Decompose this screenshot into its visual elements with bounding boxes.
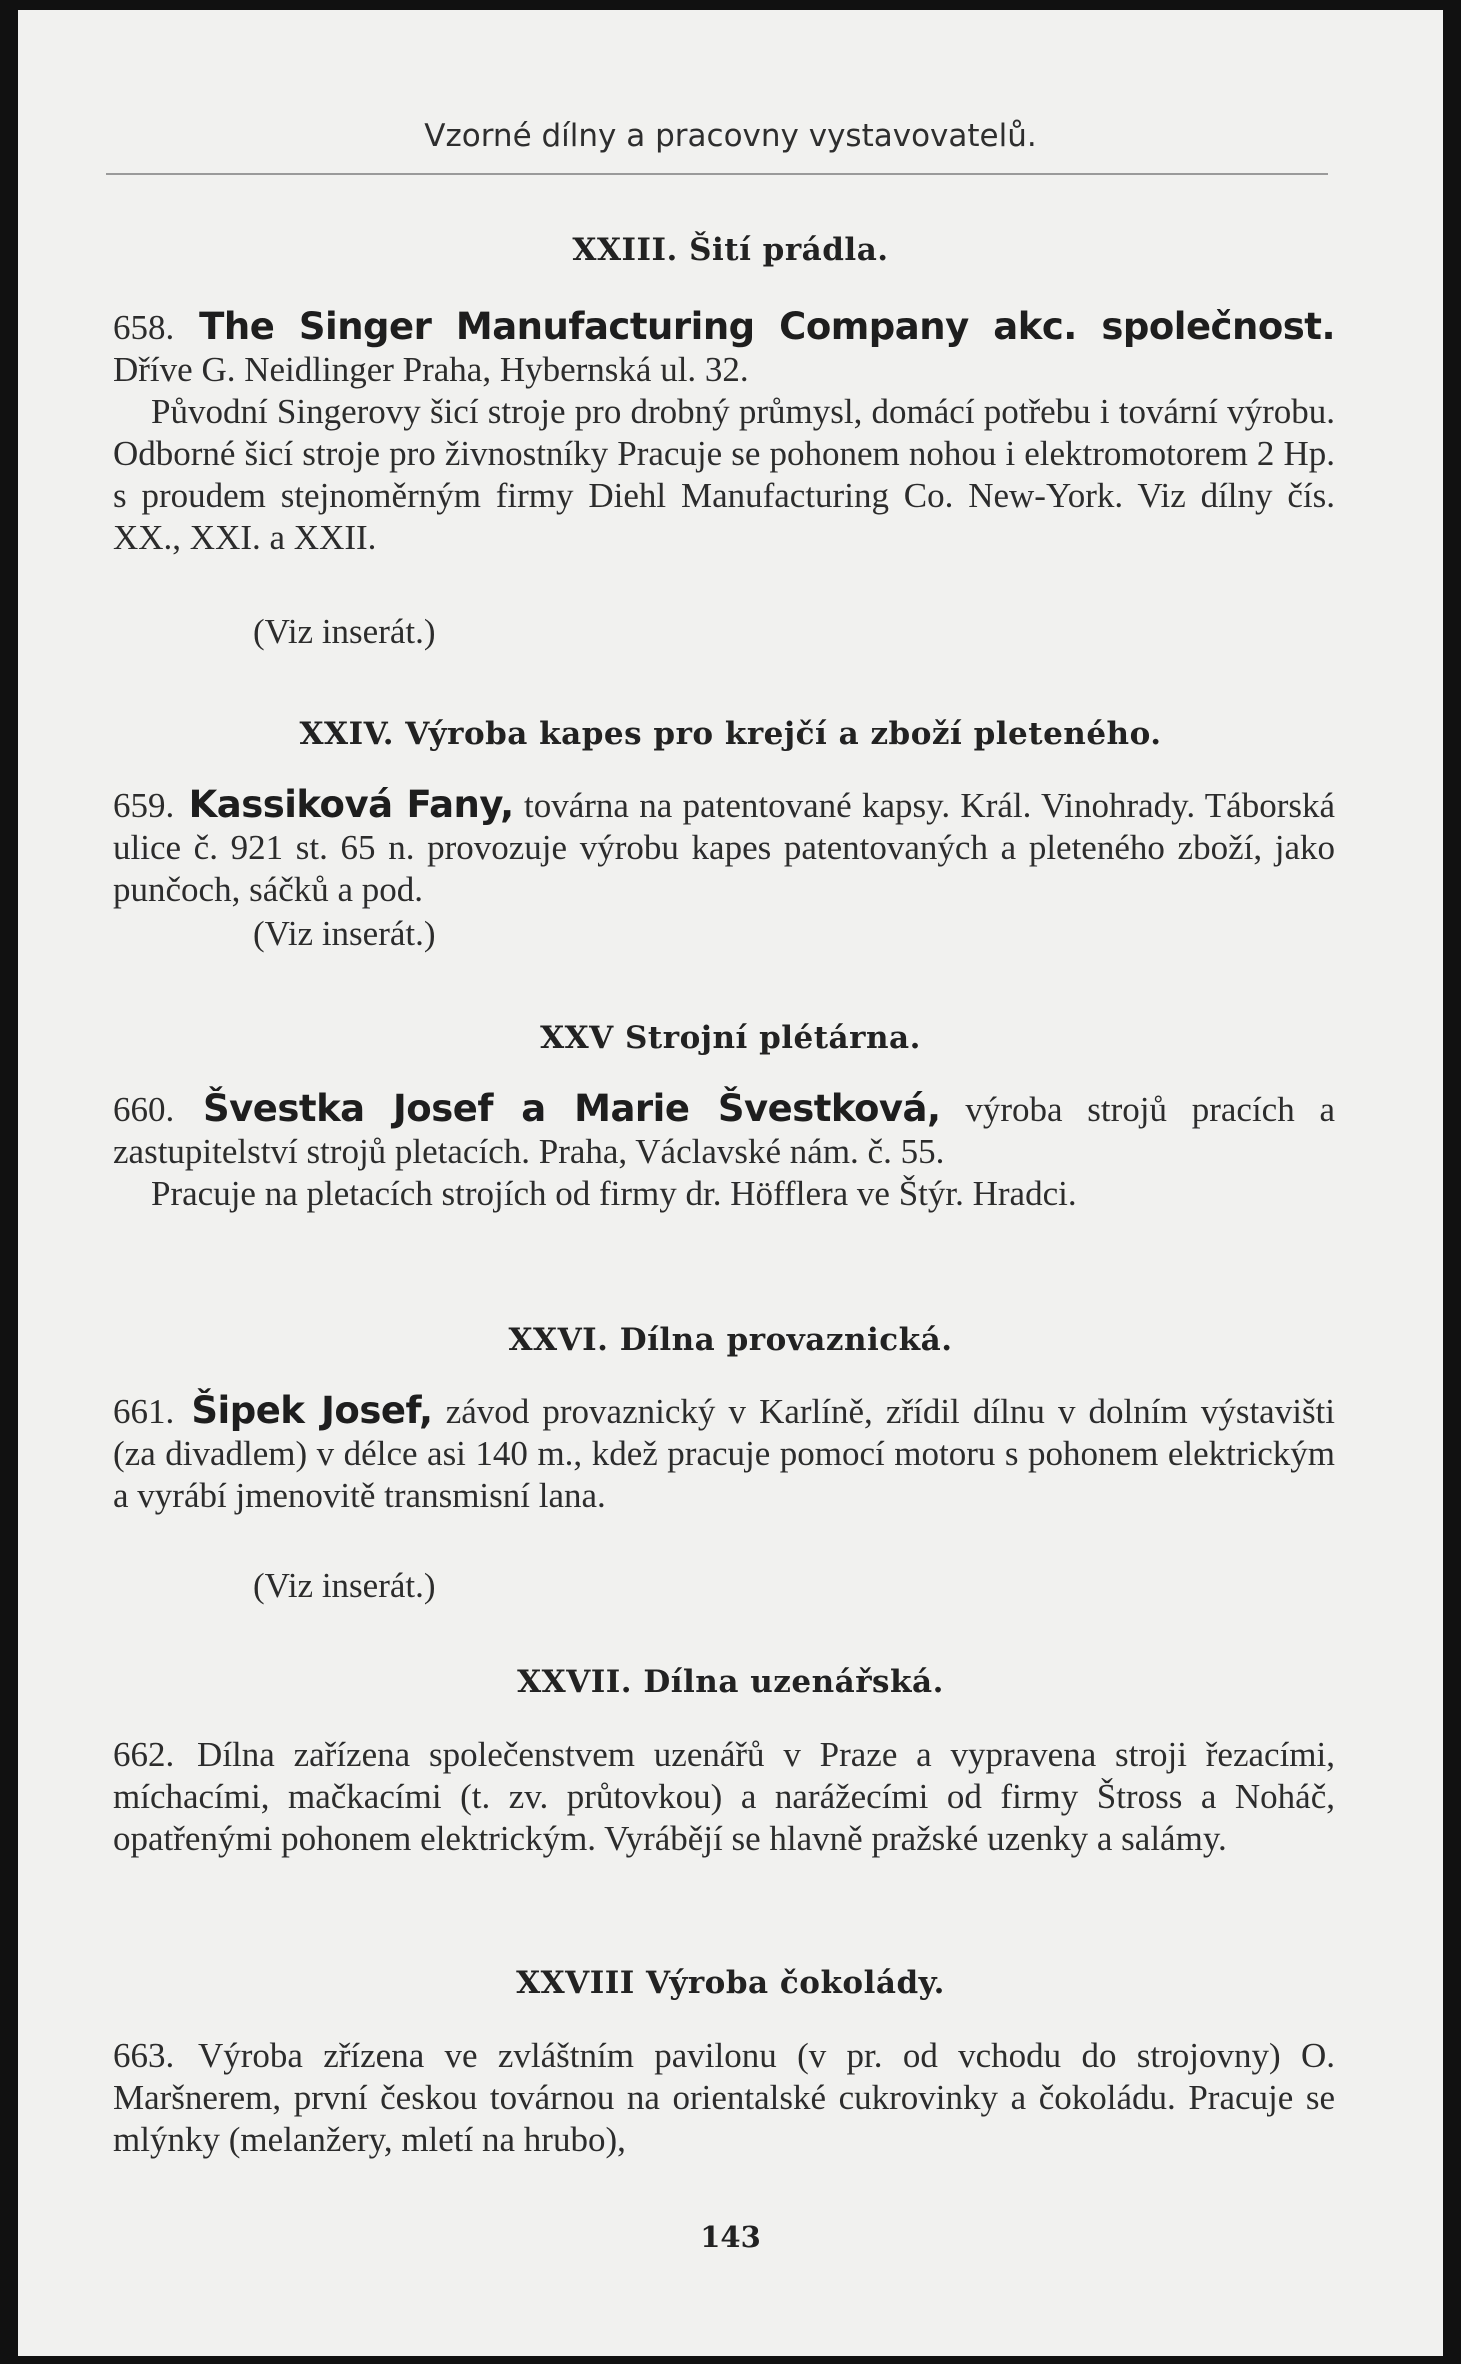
entry-name: The Singer Manufacturing Company akc. společnost.: [199, 305, 1336, 348]
section-title-xxv: XXV Strojní plétárna.: [540, 1020, 921, 1056]
viz-inserat-661: (Viz inserát.): [253, 1566, 436, 1605]
entry-number: 661.: [113, 1392, 175, 1431]
entry-659: [113, 784, 1335, 911]
viz-inserat-658: (Viz inserát.): [253, 612, 436, 651]
section-title-xxviii: XXVIII Výroba čokolády.: [516, 1965, 945, 2001]
entry-663: [113, 2035, 1335, 2161]
entry-660: [113, 1088, 1335, 1215]
entry-text-continued: Pracuje na pletacích strojích od firmy dr. Höfflera ve Štýr. Hradci.: [151, 1174, 1077, 1213]
entry-name: Kassiková Fany,: [188, 783, 514, 826]
entry-number: 662.: [113, 1735, 175, 1774]
entry-text: Dříve G. Neidlinger Praha, Hybernská ul. 32.: [113, 350, 749, 389]
entry-text: továrna na patentované kapsy. Král. Vinohrady. Táborská ulice č. 921 st. 65 n. provozuje výrobu kapes patentovaných a pleteného zboží, jako punčoch, sáčků a pod.: [113, 786, 1336, 909]
section-title-xxiv: XXIV. Výroba kapes pro krejčí a zboží pleteného.: [299, 716, 1162, 752]
entry-text: Dílna zařízena společenstvem uzenářů v Praze a vypravena stroji řezacími, míchacími, mačkacími (t. zv. průtovkou) a narážecími od firmy Štross a Noháč, opatřenými pohonem elektrickým. Vyrábějí se hlavně pražské uzenky a salámy.: [113, 1735, 1335, 1858]
entry-661: [113, 1390, 1335, 1517]
entry-662: [113, 1734, 1335, 1860]
section-title-xxiii: XXIII. Šití prádla.: [572, 232, 889, 268]
page-number: 143: [700, 2220, 761, 2254]
entry-number: 658.: [113, 308, 175, 347]
entry-number: 659.: [113, 786, 175, 825]
entry-number: 660.: [113, 1090, 175, 1129]
entry-number: 663.: [113, 2036, 175, 2075]
entry-name: Švestka Josef a Marie Švestková,: [203, 1087, 941, 1130]
entry-658: [113, 306, 1335, 559]
section-title-xxvii: XXVII. Dílna uzenářská.: [517, 1664, 944, 1700]
section-title-xxvi: XXVI. Dílna provaznická.: [508, 1322, 953, 1358]
entry-text: výroba strojů pracích a zastupitelství strojů pletacích. Praha, Václavské nám. č. 55.: [113, 1090, 1335, 1171]
entry-text: závod provaznický v Karlíně, zřídil dílnu v dolním výstavišti (za divadlem) v délce asi 140 m., kdež pracuje pomocí motoru s pohonem elektrickým a vyrábí jmenovitě transmisní lana.: [113, 1392, 1336, 1515]
book-page: [18, 10, 1443, 2356]
header-rule: [106, 173, 1328, 175]
viz-inserat-659: (Viz inserát.): [253, 914, 436, 953]
entry-name: Šipek Josef,: [191, 1389, 433, 1432]
entry-text-continued: Původní Singerovy šicí stroje pro drobný průmysl, domácí potřebu i tovární výrobu. Odborné šicí stroje pro živnostníky Pracuje se pohonem nohou i elektromotorem 2 Hp. s proudem stejnoměrným firmy Diehl Manufacturing Co. New-York. Viz dílny čís. XX., XXI. a XXII.: [113, 392, 1335, 557]
entry-text: Výroba zřízena ve zvláštním pavilonu (v pr. od vchodu do strojovny) O. Maršnerem, první českou továrnou na orientalské cukrovinky a čokoládu. Pracuje se mlýnky (melanžery, mletí na hrubo),: [113, 2036, 1335, 2159]
running-header: Vzorné dílny a pracovny vystavovatelů.: [424, 118, 1037, 154]
